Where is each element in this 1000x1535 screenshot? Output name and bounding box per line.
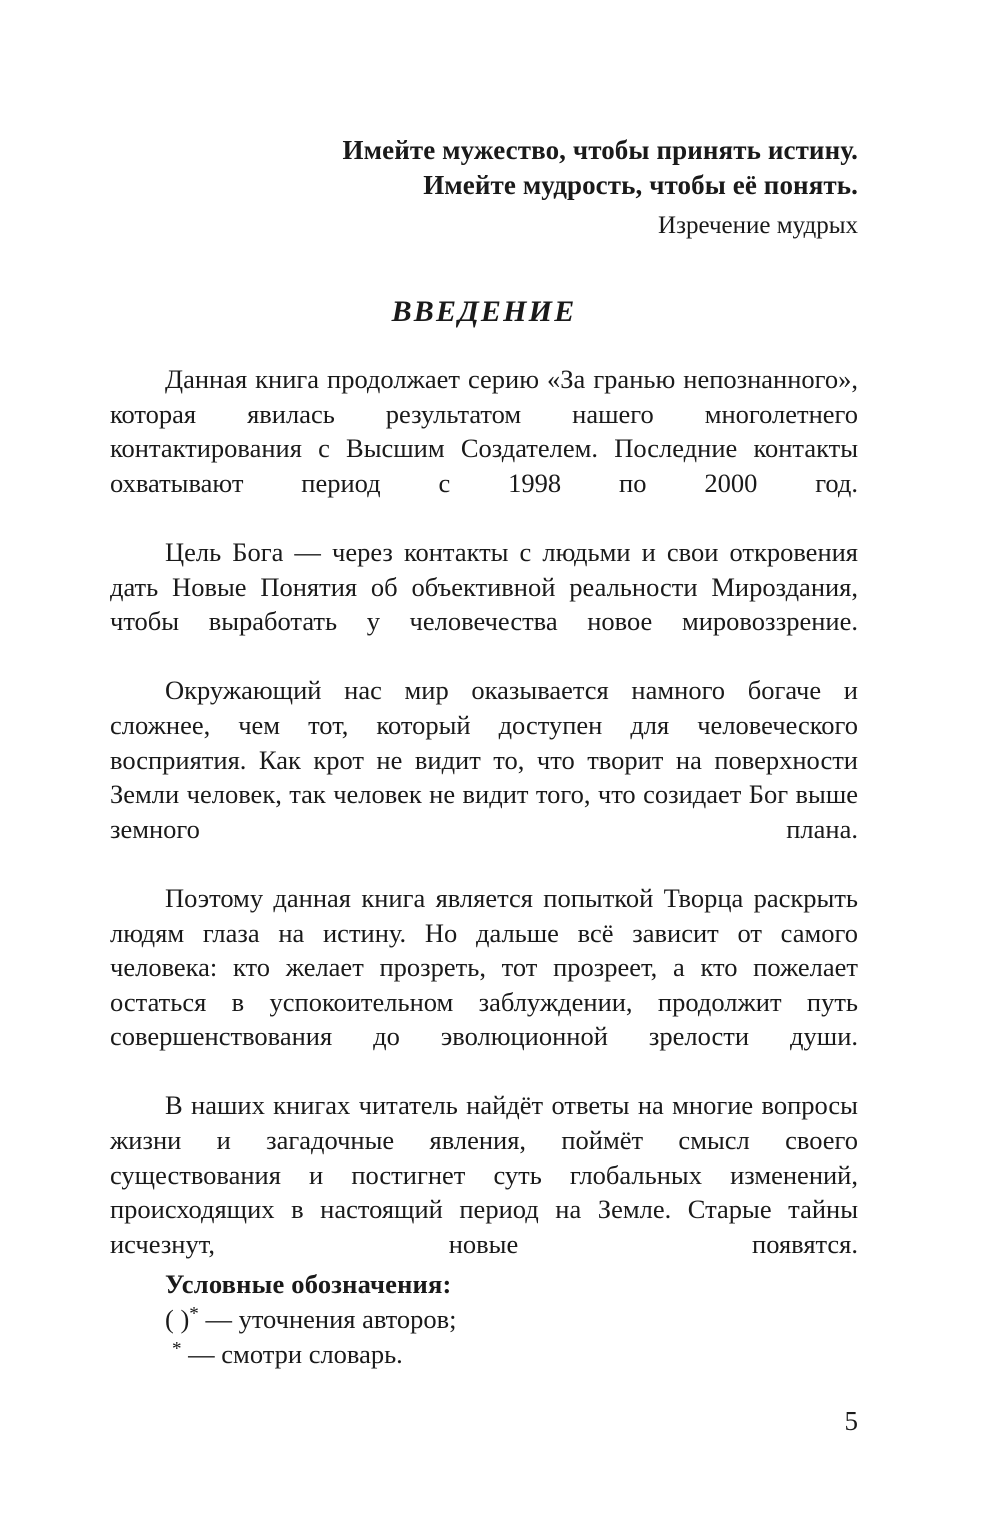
asterisk-icon: *: [172, 1338, 182, 1360]
legend-item: [165, 1337, 858, 1372]
paragraph: Поэтому данная книга является попыткой Творца раскрыть людям глаза на истину. Но дальше всё зависит от самого человека: кто желает прозреть, тот прозреет, а кто пожелает остаться в успокоительном заблуждении, продолжит путь совершенствования до эволюционной зрелости души.: [110, 882, 858, 1052]
legend-symbol: ( ): [165, 1304, 190, 1334]
epigraph-attribution: Изречение мудрых: [658, 212, 858, 239]
legend-title: Условные обозначения:: [165, 1269, 452, 1299]
paragraph: Цель Бога — через контакты с людьми и свои откровения дать Новые Понятия об объективной реальности Мироздания, чтобы выработать у человечества новое мировоззрение.: [110, 536, 858, 637]
epigraph-line-1: Имейте мужество, чтобы принять истину.: [342, 135, 858, 165]
legend-item-text: — уточнения авторов;: [198, 1304, 457, 1334]
legend-item-text: — смотри словарь.: [181, 1339, 403, 1369]
section-title: ВВЕДЕНИЕ: [391, 295, 577, 328]
epigraph: [110, 133, 858, 243]
paragraph: Данная книга продолжает серию «За гранью непознанного», которая явилась результатом нашего многолетнего контактирования с Высшим Создателем. Последние контакты охватывают период с 1998 по 2000 год.: [110, 364, 858, 498]
paragraph: В наших книгах читатель найдёт ответы на многие вопросы жизни и загадочные явления, поймёт смысл своего существования и постигнет суть глобальных изменений, происходящих в настоящий период на Земле. Старые тайны исчезнут, новые появятся.: [110, 1090, 858, 1259]
legend-item: [165, 1302, 858, 1337]
legend-section: [165, 1266, 858, 1372]
asterisk-icon: *: [189, 1303, 199, 1325]
paragraph: Окружающий нас мир оказывается намного богаче и сложнее, чем тот, который доступен для человеческого восприятия. Как крот не видит то, что творит на поверхности Земли человек, так человек не видит того, что созидает Бог выше земного плана.: [110, 675, 858, 844]
page-number: 5: [844, 1406, 858, 1436]
epigraph-line-2: Имейте мудрость, чтобы её понять.: [423, 170, 858, 200]
body-text: [110, 362, 858, 1296]
